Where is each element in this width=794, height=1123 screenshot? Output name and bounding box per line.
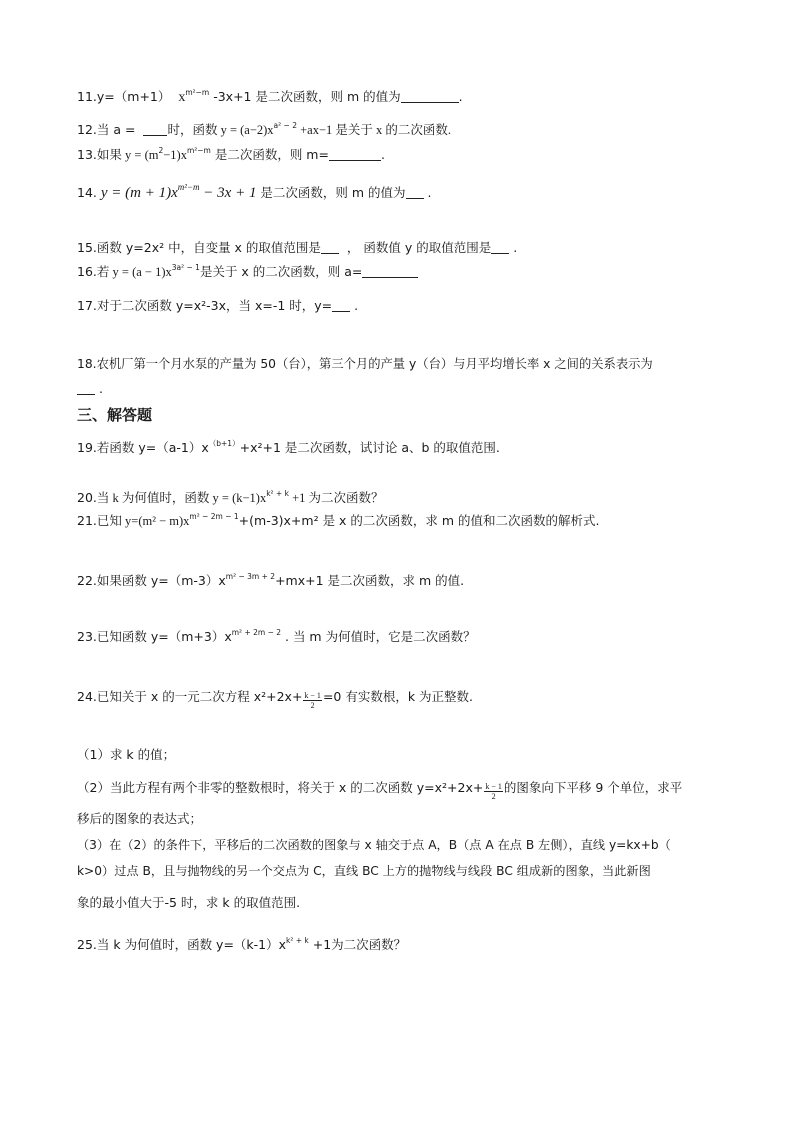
q24-part-2	[77, 779, 682, 801]
q24-part-3: （3）在（2）的条件下，平移后的二次函数的图象与 x 轴交于点 A，B（点 A 在点 B 左侧），直线 y=kx+b（	[77, 838, 671, 852]
question-12	[77, 121, 451, 139]
q11-number: 11.	[77, 89, 97, 104]
q25-text-a: 当 k 为何值时，函数 y=（k-1）x	[96, 937, 287, 952]
question-20	[77, 489, 384, 507]
q22-exponent: m² − 3m + 2	[225, 572, 276, 581]
q23-number: 23.	[77, 629, 97, 644]
q25-number: 25.	[77, 937, 97, 952]
q24-number: 24.	[77, 689, 97, 704]
q18-text-a: 农机厂第一个月水泵的产量为 50（台），第三个月的产量 y（台）与月平均增长率 x 之间的关系表示为	[96, 357, 653, 371]
q13-text-b: −1)x	[163, 148, 187, 162]
q24-part-2-fraction-denominator: 2	[491, 792, 496, 801]
q16-answer-blank[interactable]	[362, 264, 418, 278]
question-11	[77, 88, 463, 107]
q12-text-a: 当 a =	[96, 122, 140, 137]
q19-number: 19.	[77, 440, 97, 455]
q19-text-b: +x²+1 是二次函数，试讨论 a、b 的取值范围.	[239, 440, 500, 455]
question-19	[77, 439, 500, 457]
q20-text-a: 当 k 为何值时，函数 y = (k−1)x	[96, 491, 267, 505]
q17-number: 17.	[77, 298, 97, 313]
q16-text-b: 是关于 x 的二次函数，则 a=	[199, 264, 363, 279]
q24-part-2-text-b: 的图象向下平移 9 个单位，求平	[503, 780, 683, 795]
q25-text-b: +1为二次函数？	[308, 937, 407, 952]
q13-answer-blank[interactable]	[329, 147, 381, 161]
q18-answer-blank[interactable]	[77, 381, 95, 395]
question-24	[77, 688, 473, 710]
q15-text-a: 函数 y=2x² 中，自变量 x 的取值范围是	[96, 240, 321, 255]
q23-exponent: m² + 2m − 2	[231, 628, 282, 637]
section-heading: 三、解答题	[77, 406, 153, 424]
q12-exponent: a² − 2	[273, 121, 297, 130]
q13-text-a: 如果 y = (m	[96, 148, 159, 162]
q24-text-a: 已知关于 x 的一元二次方程 x²+2x+	[96, 689, 303, 704]
question-18	[77, 355, 653, 373]
q22-text-a: 如果函数 y=（m-3）x	[96, 573, 226, 588]
q13-number: 13.	[77, 147, 97, 162]
q22-text-b: +mx+1 是二次函数，求 m 的值.	[275, 573, 465, 588]
q24-fraction-denominator: 2	[310, 701, 315, 710]
q23-text-b: . 当 m 为何值时，它是二次函数？	[281, 629, 476, 644]
q24-part-2-text-a: （2）当此方程有两个非零的整数根时，将关于 x 的二次函数 y=x²+2x+	[77, 780, 484, 795]
q21-text-b: +(m-3)x+m² 是 x 的二次函数，求 m 的值和二次函数的解析式.	[238, 513, 600, 528]
q21-exponent: m² − 2m − 1	[189, 512, 239, 521]
q24-fraction-numerator: k − 1	[304, 691, 321, 700]
question-22	[77, 572, 464, 590]
q13-end: .	[380, 147, 385, 162]
q18-end: .	[98, 381, 103, 396]
q17-answer-blank[interactable]	[332, 298, 350, 312]
question-14	[77, 178, 432, 202]
q23-text-a: 已知函数 y=（m+3）x	[96, 629, 232, 644]
q24-part-1: （1）求 k 的值；	[77, 747, 176, 762]
q16-number: 16.	[77, 264, 97, 279]
q19-exponent: （b+1）	[208, 439, 240, 448]
q22-number: 22.	[77, 573, 97, 588]
q21-number: 21.	[77, 513, 97, 528]
q11-answer-blank[interactable]	[401, 89, 459, 103]
question-17	[77, 297, 358, 315]
q17-end: .	[354, 298, 359, 313]
q12-text-b: 时，函数 y = (a−2)x	[167, 123, 274, 137]
question-25	[77, 936, 406, 954]
q12-answer-blank[interactable]	[143, 122, 167, 136]
q20-number: 20.	[77, 490, 97, 505]
q24-part-2-fraction-numerator: k − 1	[485, 782, 502, 791]
q14-text-c: 是二次函数，则 m 的值为	[256, 185, 406, 200]
q11-exponent: m²−m	[185, 88, 210, 97]
question-18-cont	[77, 380, 103, 398]
question-21	[77, 512, 600, 530]
q18-number: 18.	[77, 357, 97, 371]
q20-exponent: k² + k	[266, 489, 289, 498]
q11-text-b: -3x+1 是二次函数，则 m 的值为	[213, 89, 401, 104]
q24-text-b: =0 有实数根，k 为正整数.	[322, 689, 474, 704]
q15-number: 15.	[77, 240, 97, 255]
q14-answer-blank[interactable]	[406, 185, 424, 199]
q13-exponent: m²−m	[186, 146, 211, 155]
q15-blank-range[interactable]	[491, 240, 509, 254]
question-15	[77, 239, 517, 257]
q13-text-c: 是二次函数，则 m=	[210, 147, 329, 162]
q24-part-3-cont-1: k>0）过点 B，且与抛物线的另一个交点为 C，直线 BC 上方的抛物线与线段 BC 组成新的图象，当此新图	[77, 864, 651, 878]
q16-text-a: 若 y = (a − 1)x	[96, 265, 172, 279]
q20-text-b: +1 为二次函数？	[288, 491, 384, 505]
q24-fraction	[303, 691, 322, 710]
q11-x: x	[178, 90, 186, 105]
question-13	[77, 146, 385, 164]
q14-formula-image: $y = (m + 1)x^{m^2-m} - 3x + 1$	[100, 182, 257, 201]
q15-blank-domain[interactable]	[321, 240, 339, 254]
q17-text-a: 对于二次函数 y=x²-3x，当 x=-1 时，y=	[96, 298, 333, 313]
q13-square: 2	[158, 146, 164, 155]
q15-end: .	[513, 240, 518, 255]
q14-number: 14.	[77, 185, 97, 200]
q25-exponent: k² + k	[286, 936, 309, 945]
q24-part-2-fraction	[484, 782, 503, 801]
question-23	[77, 628, 476, 646]
q16-exponent: 3a² − 1	[171, 263, 200, 272]
question-16	[77, 263, 418, 281]
q15-text-b: ， 函数值 y 的取值范围是	[346, 240, 492, 255]
q11-text-a: y=（m+1）	[96, 89, 171, 104]
q12-number: 12.	[77, 122, 97, 137]
q14-end: .	[427, 185, 432, 200]
q12-text-c: +ax−1 是关于 x 的二次函数.	[296, 123, 452, 137]
q21-text-a: 已知 y=(m² − m)x	[96, 514, 190, 528]
q24-part-3-cont-2: 象的最小值大于-5 时，求 k 的取值范围.	[77, 895, 301, 910]
q11-end: .	[458, 89, 463, 104]
q19-text-a: 若函数 y=（a-1）x	[96, 440, 209, 455]
q24-part-2-cont: 移后的图象的表达式；	[77, 811, 203, 826]
